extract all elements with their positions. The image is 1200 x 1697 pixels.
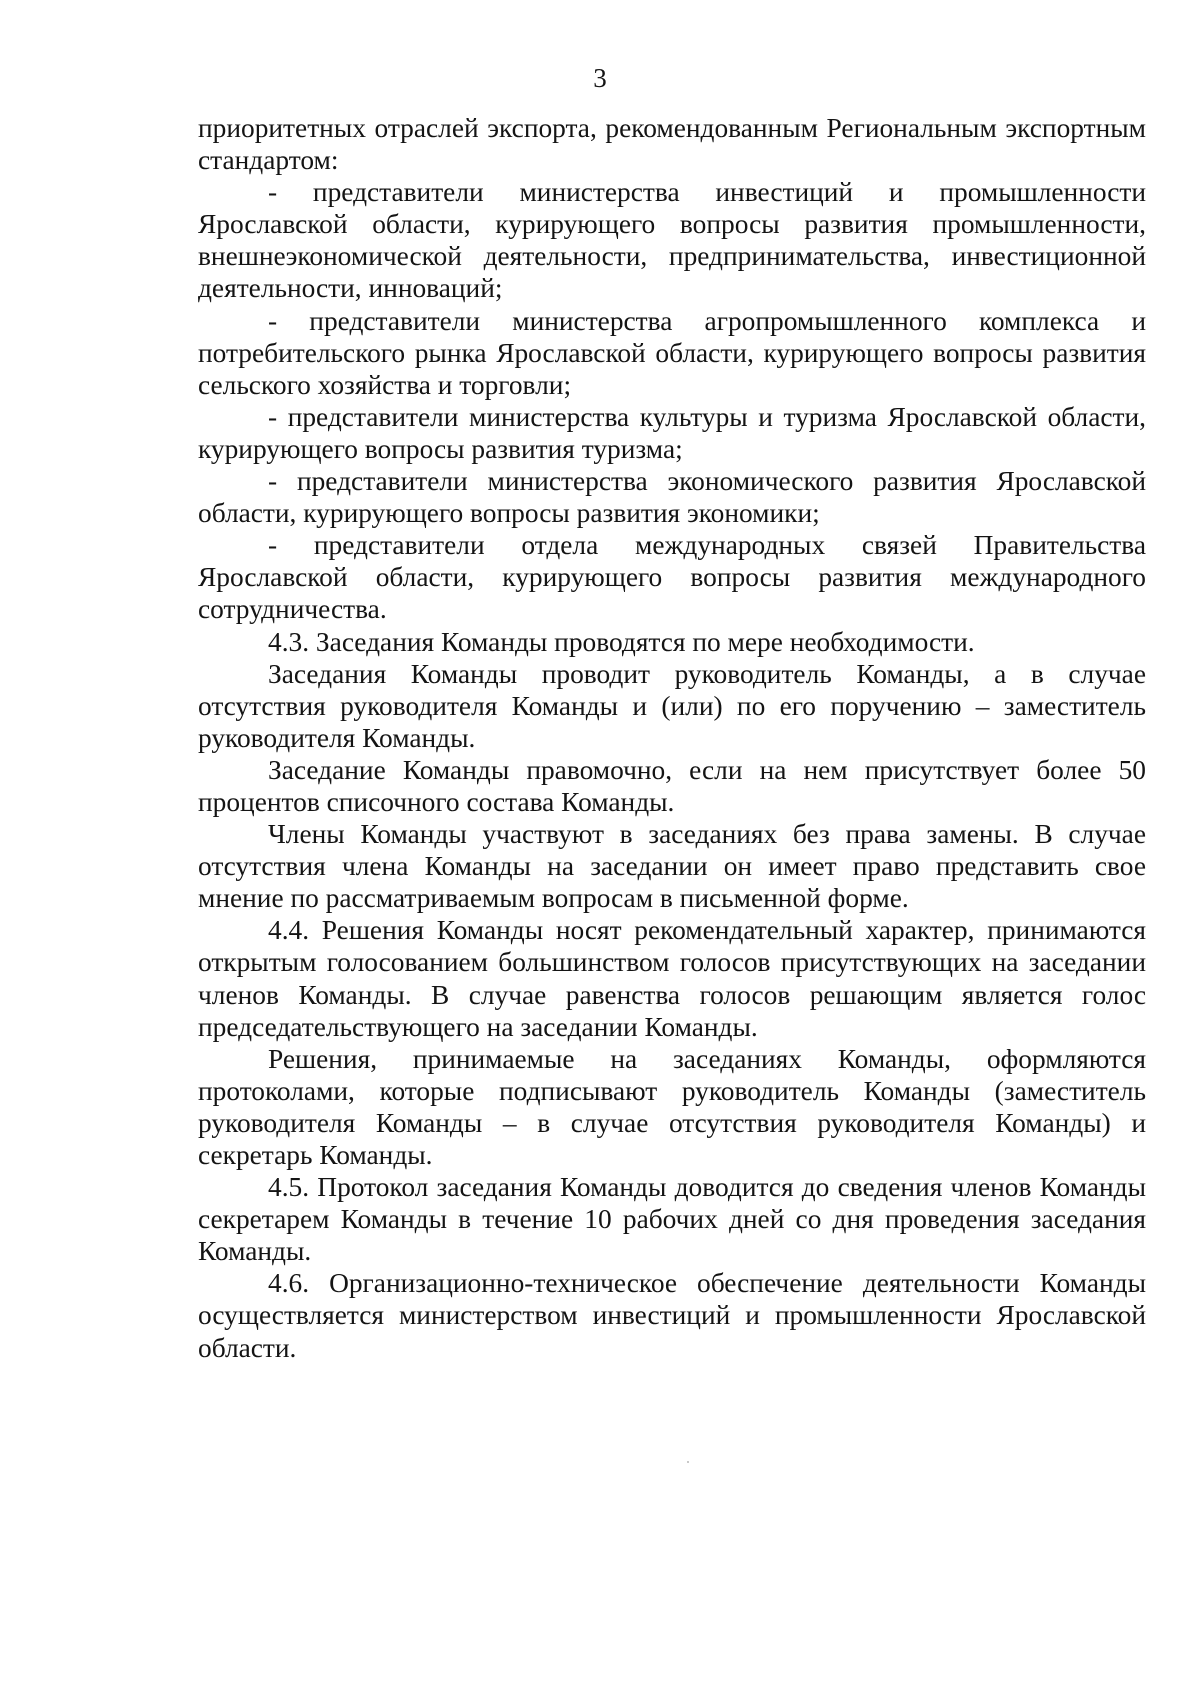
paragraph-decisions-protocols: Решения, принимаемые на заседаниях Команды, оформляются протоколами, которые подписывают руководитель Команды (заместитель руководителя Команды – в случае отсутствия руководителя Команды) и секретарь Команды.	[198, 1043, 1146, 1170]
paragraph-quorum: Заседание Команды правомочно, если на нем присутствует более 50 процентов списочного состава Команды.	[198, 754, 1146, 817]
clause-4-6: 4.6. Организационно-техническое обеспечение деятельности Команды осуществляется министерством инвестиций и промышленности Ярославской области.	[198, 1268, 1146, 1363]
clause-4-5: 4.5. Протокол заседания Команды доводится до сведения членов Команды секретарем Команды в течение 10 рабочих дней со дня проведения заседания Команды.	[198, 1172, 1146, 1267]
page-number: 3	[593, 63, 607, 93]
clause-4-3: 4.3. Заседания Команды проводятся по мере необходимости.	[268, 626, 975, 657]
list-item-ministry-agro: - представители министерства агропромышленного комплекса и потребительского рынка Ярославской области, курирующего вопросы развития сельского хозяйства и торговли;	[198, 305, 1146, 400]
list-item-ministry-culture: - представители министерства культуры и туризма Ярославской области, курирующего вопросы развития туризма;	[198, 401, 1146, 464]
list-item-ministry-investments: - представители министерства инвестиций и промышленности Ярославской области, курирующего вопросы развития промышленности, внешнеэкономической деятельности, предпринимательства, инвестиционной деятельности, инноваций;	[198, 177, 1146, 304]
document-body	[198, 112, 1146, 1364]
paragraph-meeting-chair: Заседания Команды проводит руководитель Команды, а в случае отсутствия руководителя Команды и (или) по его поручению – заместитель руководителя Команды.	[198, 658, 1146, 753]
list-item-international-relations: - представители отдела международных связей Правительства Ярославской области, курирующего вопросы развития международного сотрудничества.	[198, 530, 1146, 625]
paragraph-continuation-export-standard: приоритетных отраслей экспорта, рекомендованным Региональным экспортным стандартом:	[198, 113, 1146, 176]
scan-speck	[687, 1461, 689, 1463]
list-item-ministry-economy: - представители министерства экономического развития Ярославской области, курирующего вопросы развития экономики;	[198, 466, 1146, 529]
clause-4-4: 4.4. Решения Команды носят рекомендательный характер, принимаются открытым голосованием большинством голосов присутствующих на заседании членов Команды. В случае равенства голосов решающим является голос председательствующего на заседании Команды.	[198, 915, 1146, 1042]
paragraph-members-participation: Члены Команды участвуют в заседаниях без права замены. В случае отсутствия члена Команды на заседании он имеет право представить свое мнение по рассматриваемым вопросам в письменной форме.	[198, 819, 1146, 914]
